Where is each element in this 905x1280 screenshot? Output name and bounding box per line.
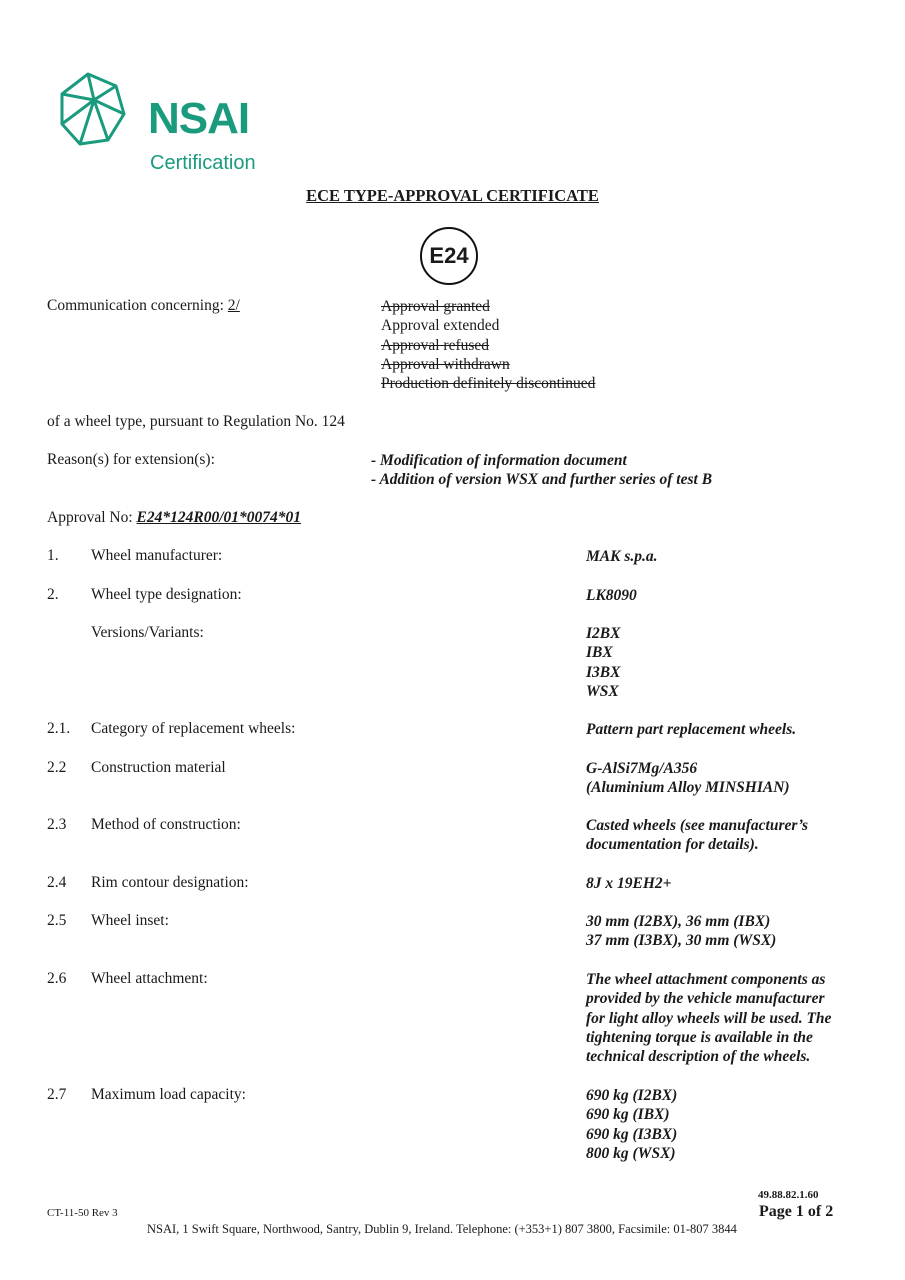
item-number: 2. [47, 586, 59, 603]
item-number: 2.2 [47, 759, 67, 776]
item-value: Casted wheels (see manufacturer’s documentation for details). [586, 817, 809, 854]
item-number: 1. [47, 547, 59, 564]
item-value: G-AlSi7Mg/A356 (Aluminium Alloy MINSHIAN) [586, 760, 790, 797]
item-label: Wheel inset: [91, 912, 169, 929]
item-label: Category of replacement wheels: [91, 720, 296, 737]
item-value: LK8090 [586, 587, 637, 604]
item-value: 690 kg (I2BX) 690 kg (IBX) 690 kg (I3BX) 800 kg (WSX) [586, 1087, 678, 1162]
document-code: 49.88.82.1.60 [758, 1189, 819, 1201]
footer-address: NSAI, 1 Swift Square, Northwood, Santry, Dublin 9, Ireland. Telephone: (+353+1) 807 3800, Facsimile: 01-807 3844 [147, 1222, 737, 1236]
reason-item: - Modification of information document [371, 452, 627, 469]
reason-item: - Addition of version WSX and further series of test B [371, 471, 713, 489]
item-label: Method of construction: [91, 816, 241, 833]
reasons-list [371, 451, 712, 490]
item-label: Wheel manufacturer: [91, 547, 223, 564]
logo-subtitle: Certification [150, 152, 256, 174]
approval-number: E24*124R00/01*0074*01 [136, 509, 302, 526]
item-value: 30 mm (I2BX), 36 mm (IBX) 37 mm (I3BX), 30 mm (WSX) [586, 913, 777, 950]
item-value: MAK s.p.a. [586, 548, 658, 565]
item-value: Pattern part replacement wheels. [586, 721, 797, 738]
option-approval-extended: Approval extended [381, 317, 500, 335]
option-approval-granted: Approval granted [381, 298, 490, 315]
item-number: 2.6 [47, 970, 67, 987]
item-label: Construction material [91, 759, 226, 776]
item-number: 2.3 [47, 816, 67, 833]
item-value: The wheel attachment components as provided by the vehicle manufacturer for light alloy wheels will be used. The tightening torque is available in the technical description of the wheels. [586, 971, 832, 1066]
communication-options [381, 297, 595, 393]
item-label: Rim contour designation: [91, 874, 249, 891]
item-label: Wheel attachment: [91, 970, 208, 987]
communication-label: Communication concerning: 2/ [47, 297, 240, 314]
item-value: 8J x 19EH2+ [586, 875, 672, 892]
item-label: Maximum load capacity: [91, 1086, 246, 1103]
footnote-ref: 2/ [227, 297, 240, 314]
item-number: 2.5 [47, 912, 67, 929]
regulation-text: of a wheel type, pursuant to Regulation No. 124 [47, 413, 345, 430]
item-label: Versions/Variants: [91, 624, 204, 641]
page-number: Page 1 of 2 [759, 1203, 834, 1220]
certificate-title: ECE TYPE-APPROVAL CERTIFICATE [306, 186, 599, 205]
item-number: 2.7 [47, 1086, 67, 1103]
approval-number-row: Approval No: E24*124R00/01*0074*01 [47, 509, 302, 526]
option-production-discontinued: Production definitely discontinued [381, 375, 596, 393]
item-number: 2.4 [47, 874, 67, 891]
item-number: 2.1. [47, 720, 71, 737]
item-label: Wheel type designation: [91, 586, 242, 603]
option-approval-refused: Approval refused [381, 336, 490, 354]
logo-name: NSAI [148, 94, 250, 143]
reasons-label: Reason(s) for extension(s): [47, 451, 215, 468]
option-approval-withdrawn: Approval withdrawn [381, 355, 510, 373]
item-value: I2BX IBX I3BX WSX [586, 625, 621, 700]
e24-mark: E24 [420, 227, 478, 285]
form-reference: CT-11-50 Rev 3 [47, 1207, 118, 1219]
